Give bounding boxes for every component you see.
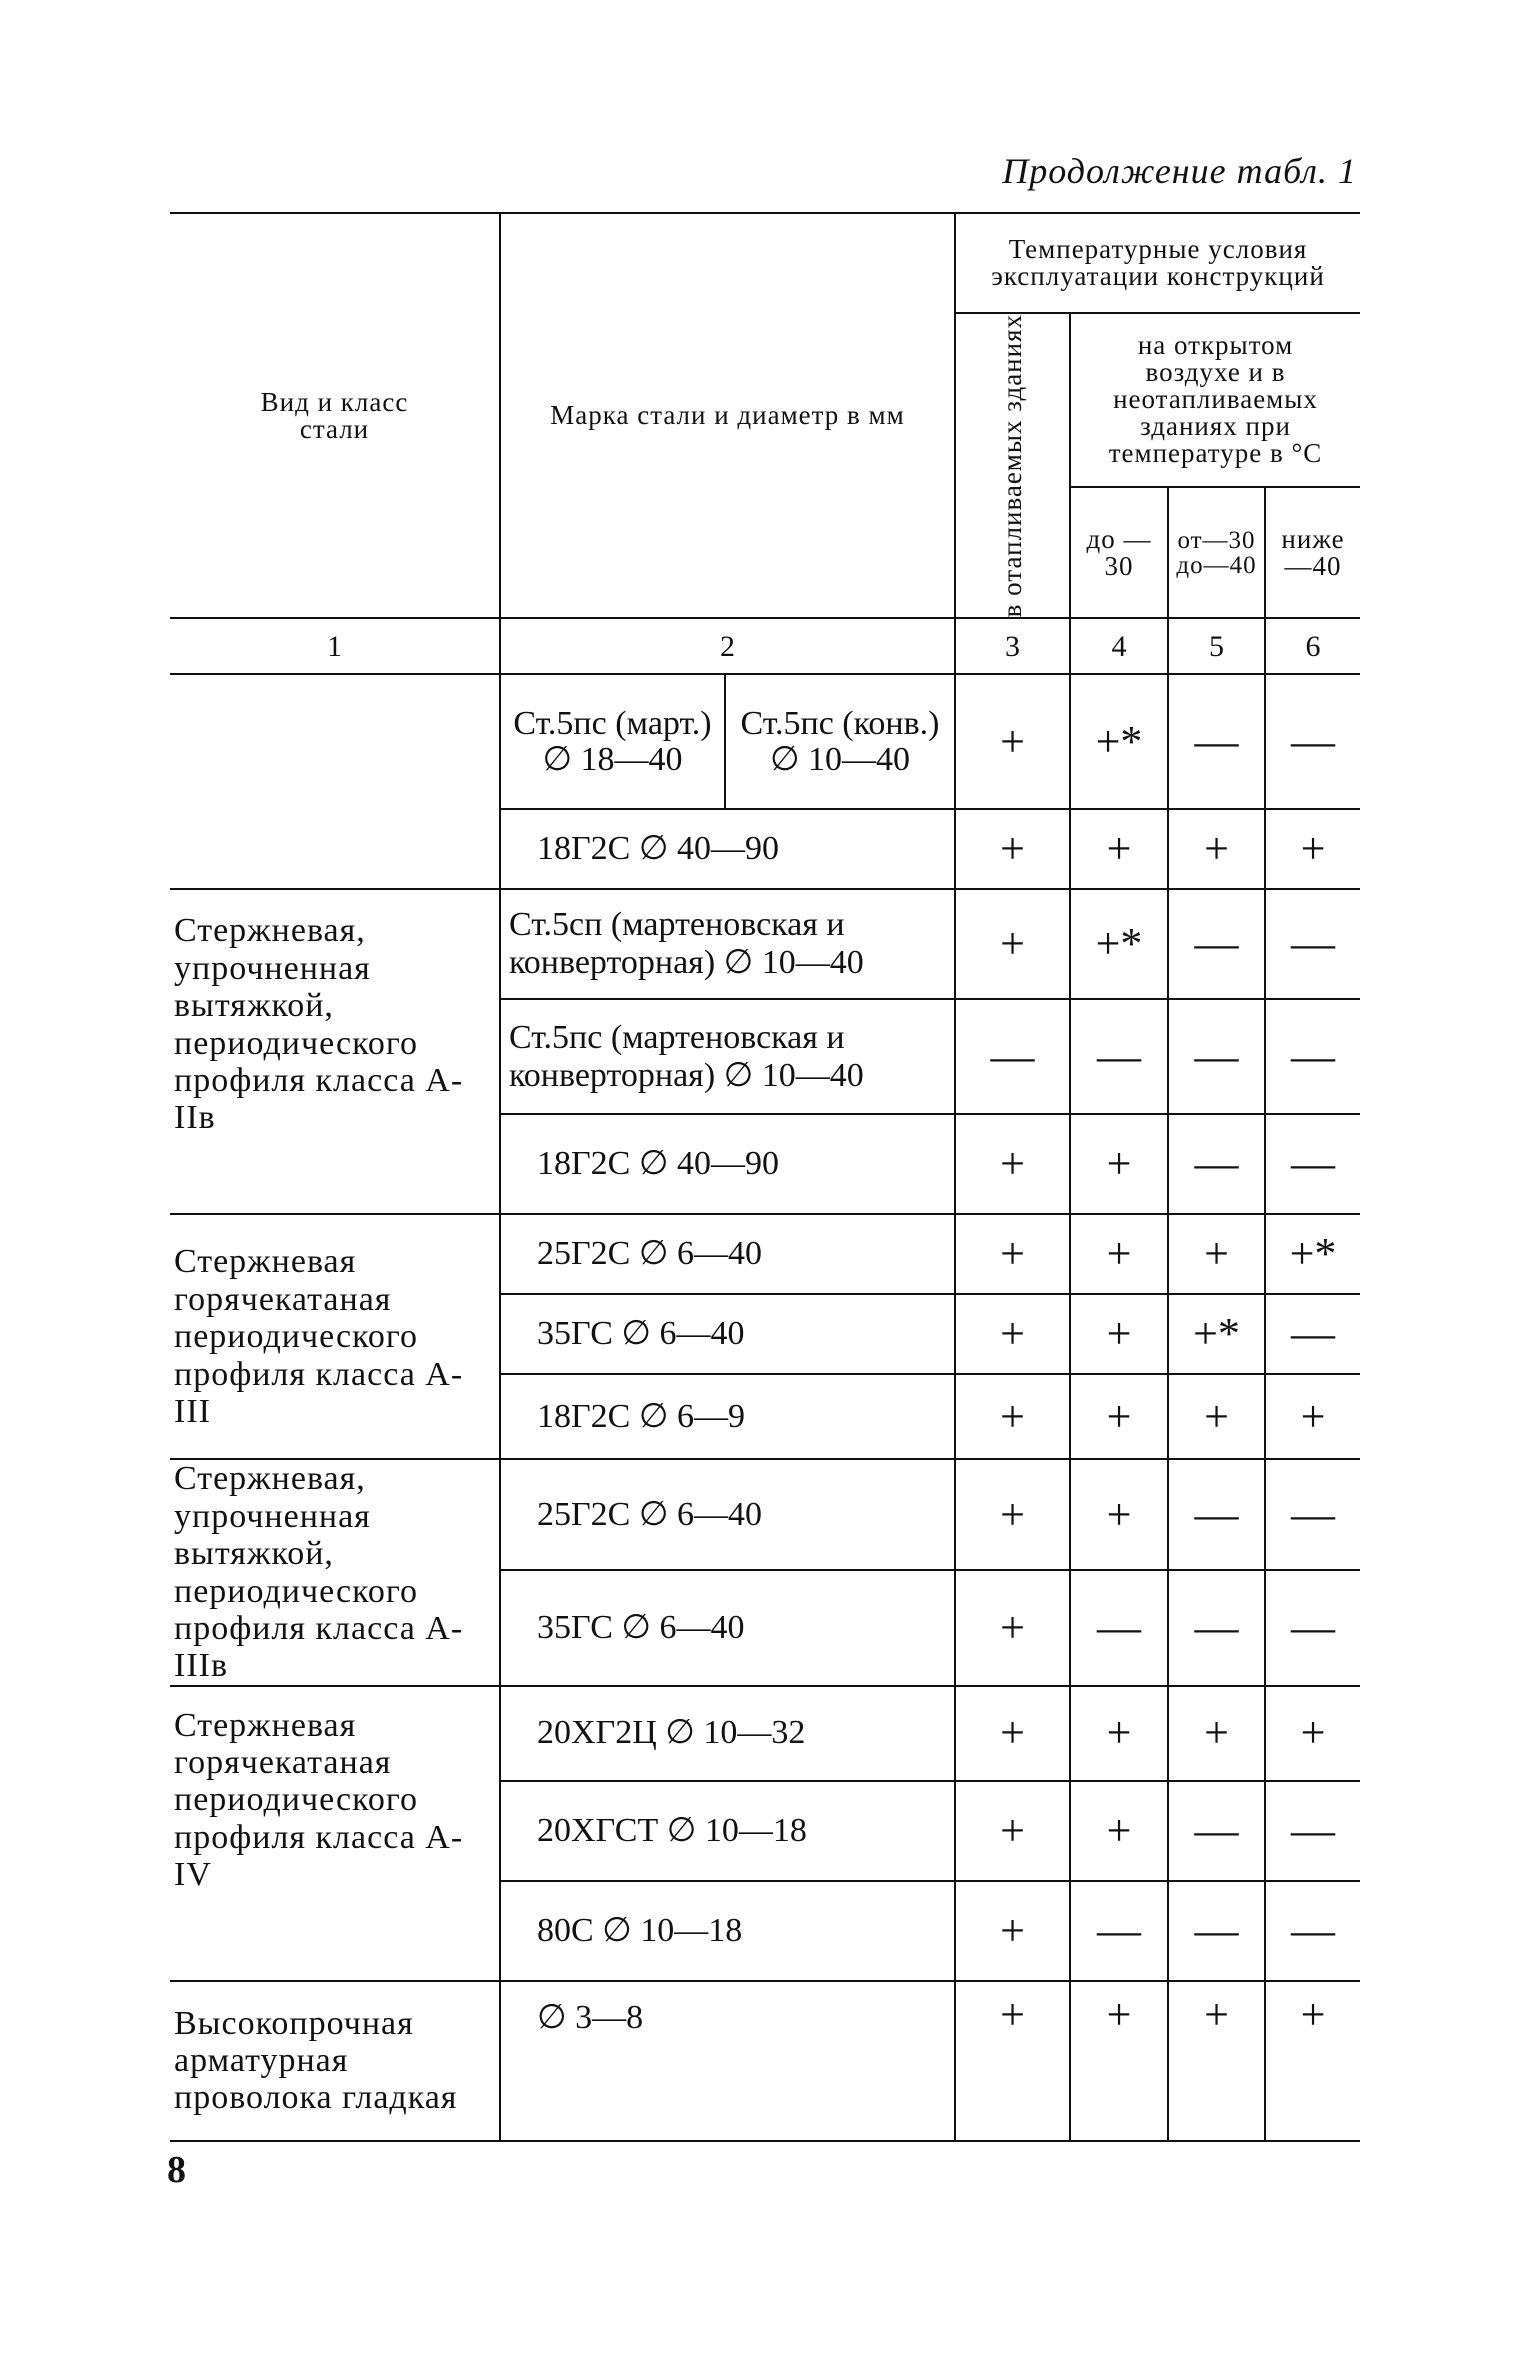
steel-mark-cell: 35ГС ∅ 6—40	[500, 1570, 955, 1686]
table-row	[170, 889, 1360, 999]
suitability-cell: +	[1070, 1781, 1168, 1881]
suitability-cell: +	[1265, 1374, 1360, 1459]
steel-mark-cell: 20ХГСТ ∅ 10—18	[500, 1781, 955, 1881]
suitability-cell: +	[1070, 1981, 1168, 2141]
suitability-cell: —	[1070, 1881, 1168, 1981]
suitability-cell: —	[1168, 999, 1265, 1114]
suitability-cell: +	[955, 1570, 1070, 1686]
suitability-cell: +	[1168, 1686, 1265, 1781]
steel-spec-table	[170, 212, 1360, 2142]
suitability-cell: —	[1070, 999, 1168, 1114]
steel-mark-cell: 18Г2С ∅ 40—90	[500, 809, 955, 889]
table-continuation-caption: Продолжение табл. 1	[1002, 151, 1357, 191]
steel-mark-cell: 20ХГ2Ц ∅ 10—32	[500, 1686, 955, 1781]
steel-mark-cell: Ст.5пс (март.) ∅ 18—40	[500, 674, 725, 809]
suitability-cell: +	[1265, 1686, 1360, 1781]
suitability-cell: +	[955, 1459, 1070, 1570]
suitability-cell: +	[1070, 1374, 1168, 1459]
steel-mark-cell: Ст.5пс (мартеновская и конверторная) ∅ 10—40	[500, 999, 955, 1114]
header-temp-to-30: до —30	[1070, 487, 1168, 619]
steel-class-cell: Стержневая горячекатаная периодического профиля класса А-IV	[170, 1686, 500, 1981]
suitability-cell: +	[1070, 1686, 1168, 1781]
steel-mark-cell: Ст.5сп (мартеновская и конверторная) ∅ 10—40	[500, 889, 955, 999]
suitability-cell: +	[1265, 809, 1360, 889]
suitability-cell: +	[1070, 1459, 1168, 1570]
table-row	[170, 1214, 1360, 1294]
suitability-cell: —	[1168, 889, 1265, 999]
suitability-cell: +	[1070, 1214, 1168, 1294]
header-steel-mark: Марка стали и диаметр в мм	[500, 213, 955, 618]
steel-mark-cell: ∅ 3—8	[500, 1981, 955, 2141]
header-steel-class: Вид и класс стали	[170, 213, 500, 618]
suitability-cell: +	[955, 1686, 1070, 1781]
suitability-cell: +	[1168, 1981, 1265, 2141]
steel-mark-cell: 25Г2С ∅ 6—40	[500, 1459, 955, 1570]
suitability-cell: —	[1168, 1459, 1265, 1570]
suitability-cell: +	[1070, 1294, 1168, 1374]
suitability-cell: —	[1070, 1570, 1168, 1686]
header-temperature-conditions: Температурные условия эксплуатации конструкций	[955, 213, 1360, 313]
suitability-cell: —	[1265, 1570, 1360, 1686]
suitability-cell: +	[1070, 809, 1168, 889]
steel-class-cell	[170, 674, 500, 889]
suitability-cell: —	[1265, 674, 1360, 809]
suitability-cell: +	[955, 1881, 1070, 1981]
suitability-cell: —	[1168, 1570, 1265, 1686]
suitability-cell: +*	[1265, 1214, 1360, 1294]
suitability-cell: +	[955, 1214, 1070, 1294]
column-number: 1	[327, 629, 342, 663]
column-number: 6	[1265, 618, 1360, 674]
suitability-cell: +	[955, 1981, 1070, 2141]
steel-mark-cell: 18Г2С ∅ 40—90	[500, 1114, 955, 1214]
steel-mark-cell: 25Г2С ∅ 6—40	[500, 1214, 955, 1294]
column-number: 5	[1168, 618, 1265, 674]
header-heated-buildings: в отапливаемых зданиях	[955, 313, 1070, 618]
table-row	[170, 1459, 1360, 1570]
suitability-cell: —	[955, 999, 1070, 1114]
header-outdoor: на открытом воздухе и в неотапливаемых зданиях при температуре в °С	[1070, 313, 1360, 487]
table-row	[170, 674, 1360, 809]
suitability-cell: +	[955, 674, 1070, 809]
steel-mark-cell: 80С ∅ 10—18	[500, 1881, 955, 1981]
suitability-cell: +	[1168, 809, 1265, 889]
column-number: 4	[1070, 618, 1168, 674]
suitability-cell: —	[1168, 1881, 1265, 1981]
suitability-cell: —	[1265, 1294, 1360, 1374]
suitability-cell: —	[1168, 674, 1265, 809]
header-temp-below-40: ниже —40	[1265, 487, 1360, 619]
suitability-cell: —	[1265, 1459, 1360, 1570]
table-row	[170, 1981, 1360, 2141]
suitability-cell: —	[1265, 1781, 1360, 1881]
suitability-cell: —	[1265, 999, 1360, 1114]
steel-mark-cell: 35ГС ∅ 6—40	[500, 1294, 955, 1374]
steel-class-cell: Стержневая, упрочненная вытяжкой, периодического профиля класса А-IIв	[170, 889, 500, 1214]
steel-class-cell: Стержневая, упрочненная вытяжкой, периодического профиля класса А-IIIв	[170, 1459, 500, 1685]
suitability-cell: —	[1265, 1114, 1360, 1214]
column-number: 3	[955, 618, 1070, 674]
suitability-cell: +	[955, 1781, 1070, 1881]
column-number: 2	[500, 618, 955, 674]
suitability-cell: —	[1168, 1781, 1265, 1881]
suitability-cell: +	[955, 1294, 1070, 1374]
table-row	[170, 1686, 1360, 1781]
suitability-cell: —	[1265, 889, 1360, 999]
suitability-cell: +	[955, 1114, 1070, 1214]
header-temp-30-40: от—30 до—40	[1168, 487, 1265, 619]
suitability-cell: +	[1168, 1214, 1265, 1294]
suitability-cell: +	[955, 809, 1070, 889]
page-number: 8	[167, 2149, 186, 2191]
suitability-cell: +*	[1070, 674, 1168, 809]
steel-mark-cell: 18Г2С ∅ 6—9	[500, 1374, 955, 1459]
suitability-cell: —	[1265, 1881, 1360, 1981]
suitability-cell: —	[1168, 1114, 1265, 1214]
steel-mark-cell: Ст.5пс (конв.) ∅ 10—40	[725, 674, 955, 809]
suitability-cell: +	[955, 1374, 1070, 1459]
suitability-cell: +	[955, 889, 1070, 999]
suitability-cell: +*	[1168, 1294, 1265, 1374]
suitability-cell: +	[1070, 1114, 1168, 1214]
suitability-cell: +	[1265, 1981, 1360, 2141]
steel-class-cell: Стержневая горячекатаная периодического профиля класса А-III	[170, 1214, 500, 1459]
suitability-cell: +	[1168, 1374, 1265, 1459]
suitability-cell: +*	[1070, 889, 1168, 999]
steel-class-cell: Высокопрочная арматурная проволока гладкая	[174, 2004, 458, 2117]
